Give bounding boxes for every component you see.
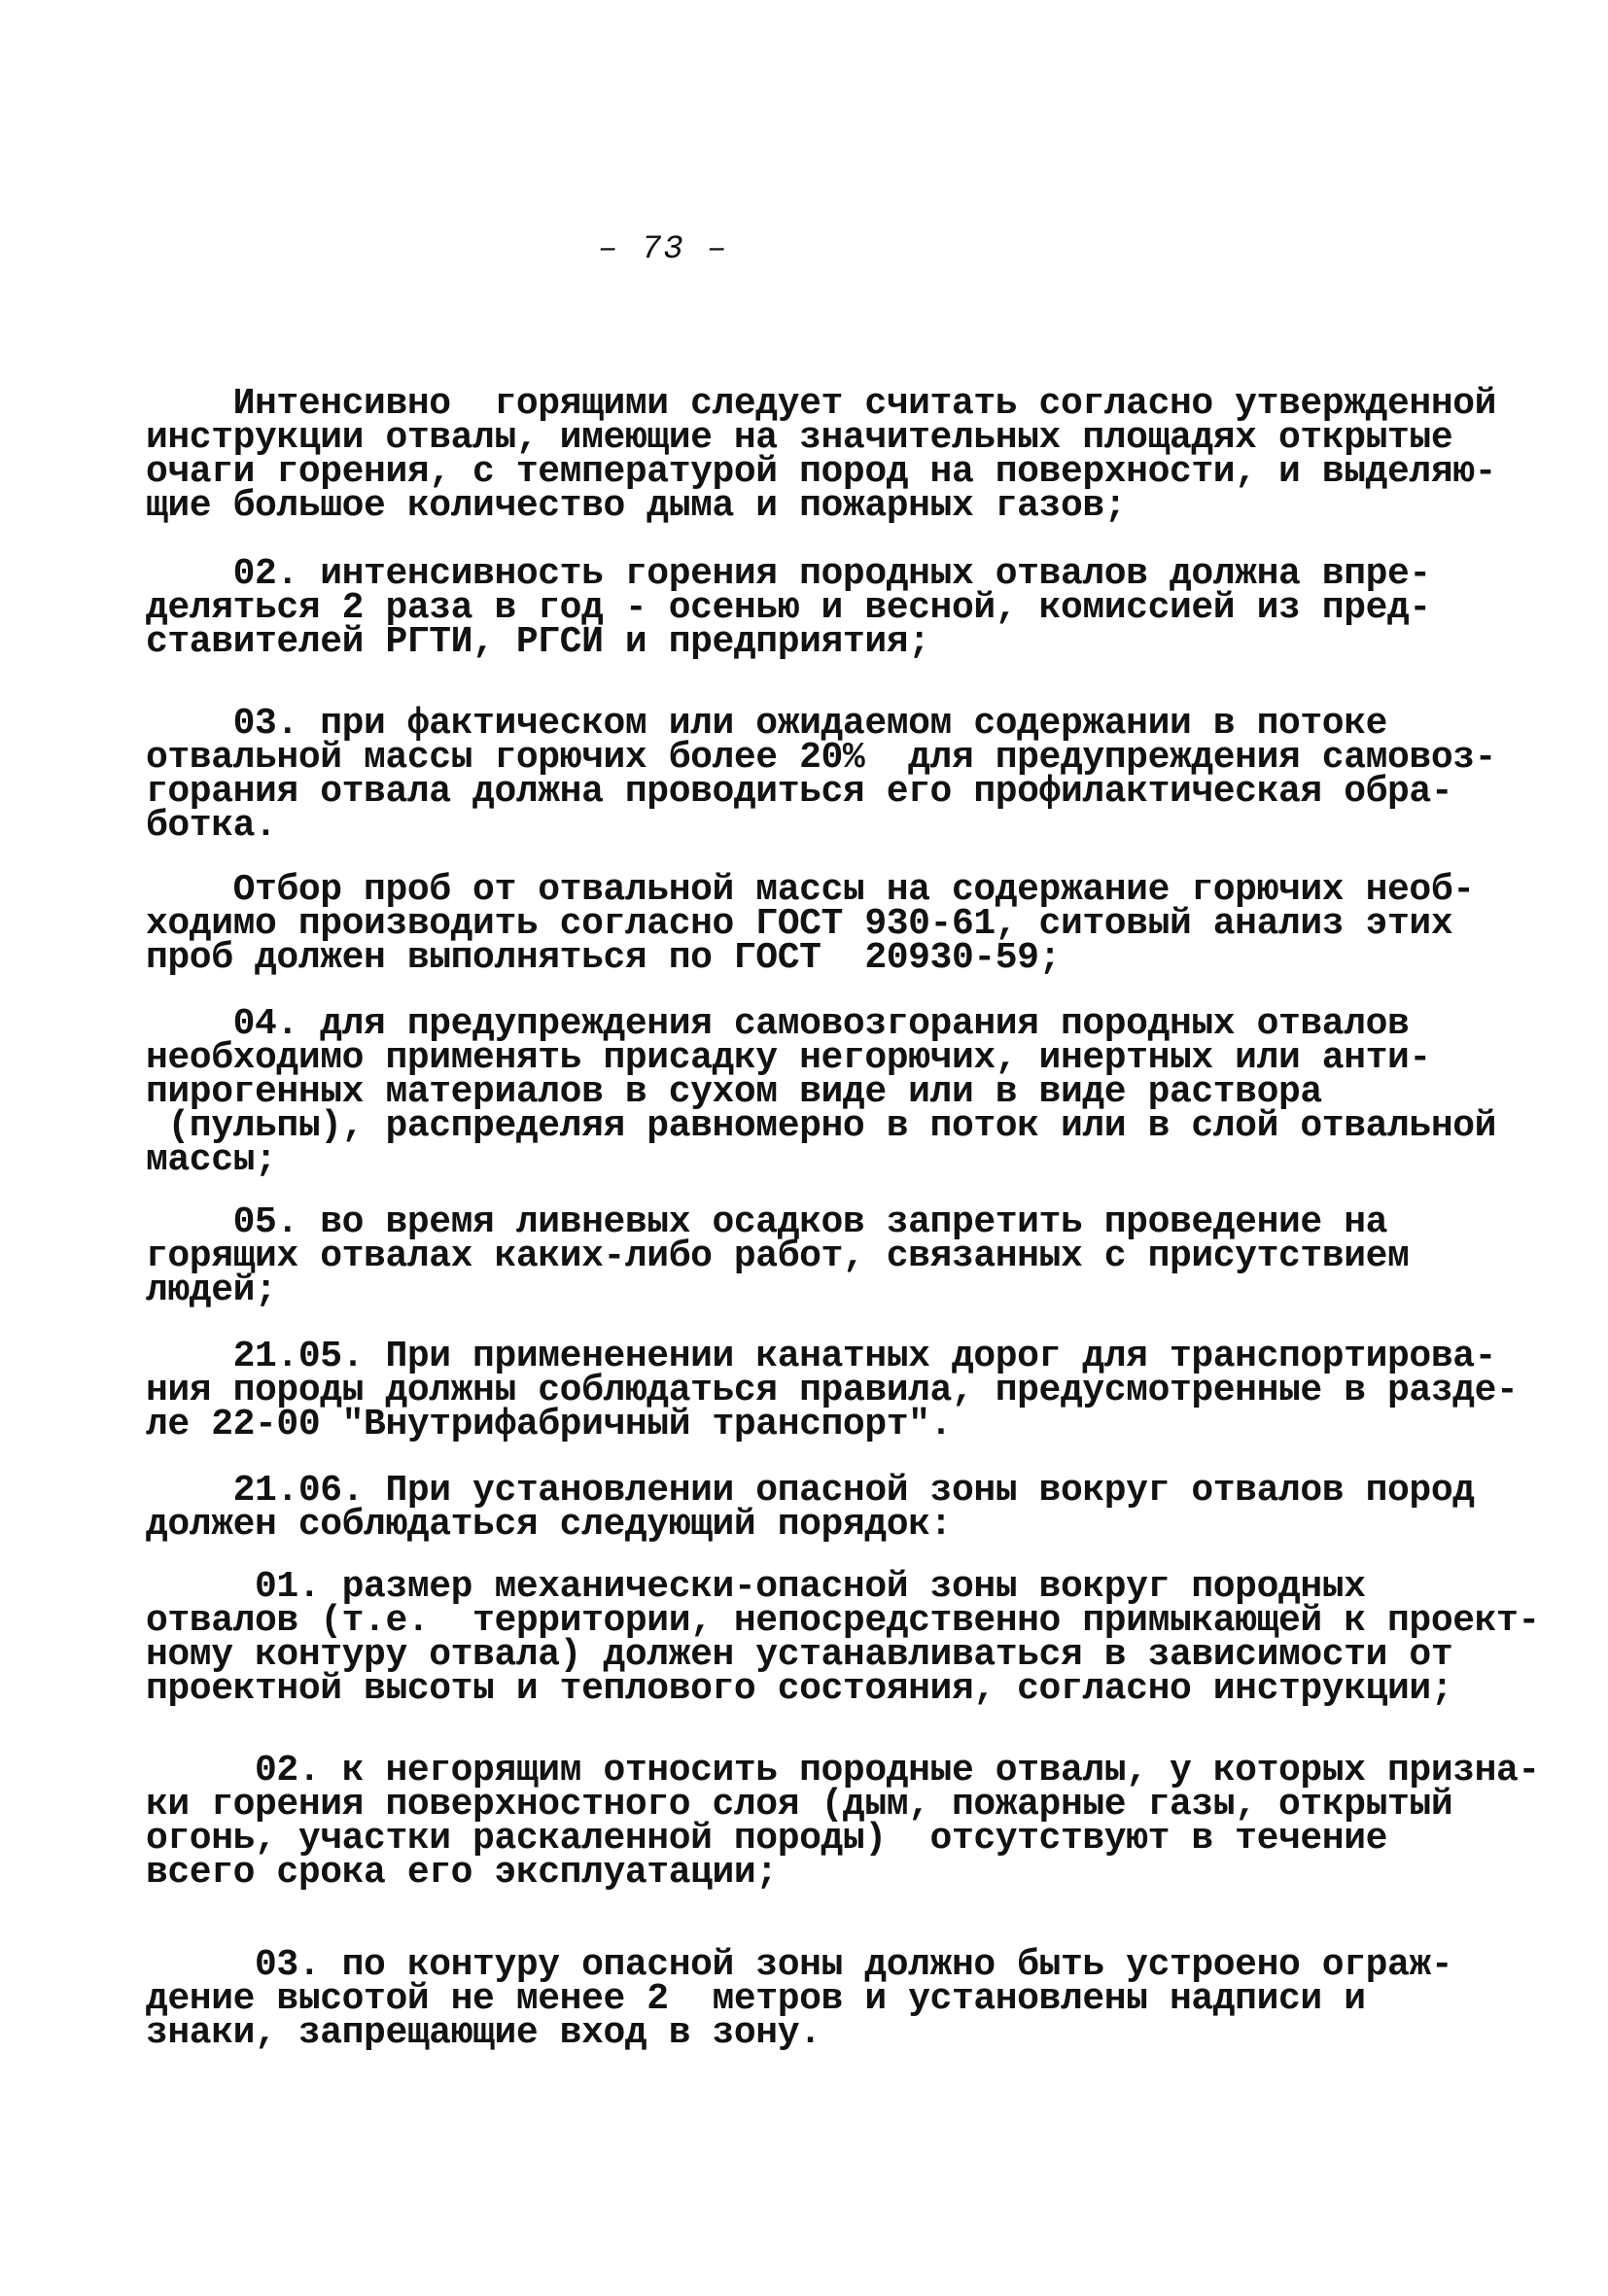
paragraph-02-intensity-assessment: 02. интенсивность горения породных отвалов должна впре- деляться 2 раза в год - осенью и весной, комиссией из пред- ставителей РГТИ, РГСИ и предприятия; — [146, 553, 1431, 663]
paragraph-05-rain-restriction: 05. во время ливневых осадков запретить проведение на горящих отвалах каких-либо работ, связанных с присутствием людей; — [146, 1201, 1410, 1311]
paragraph-intensive-burning-definition: Интенсивно горящими следует считать согласно утвержденной инструкции отвалы, имеющие на значительных площадях открытые очаги горения, с температурой пород на поверхности, и выделяю- щие большое количество дыма и пожарных газов; — [146, 383, 1497, 527]
page-number: – 73 – — [598, 231, 729, 268]
paragraph-03-preventive-treatment: 03. при фактическом или ожидаемом содержании в потоке отвальной массы горючих более 20% для предупреждения самовоз- горания отвала должна проводиться его профилактическая обра- ботка. — [146, 703, 1497, 847]
paragraph-01-zone-size: 01. размер механически-опасной зоны вокруг породных отвалов (т.е. территории, непосредственно примыкающей к проект- ному контуру отвала) должен устанавливаться в зависимости от проектной высоты и теплового состояния, согласно инструкции; — [146, 1566, 1540, 1710]
paragraph-21-06-danger-zone: 21.06. При установлении опасной зоны вокруг отвалов пород должен соблюдаться следующий порядок: — [146, 1470, 1475, 1546]
paragraph-03-fencing-signs: 03. по контуру опасной зоны должно быть устроено ограж- дение высотой не менее 2 метров и установлены надписи и знаки, запрещающие вход в зону. — [146, 1944, 1453, 2054]
paragraph-21-05-cableways: 21.05. При примененении канатных дорог для транспортирова- ния породы должны соблюдаться правила, предусмотренные в разде- ле 22-00 "Внутрифабричный транспорт". — [146, 1336, 1519, 1445]
paragraph-04-additive-application: 04. для предупреждения самовозгорания породных отвалов необходимо применять присадку негорючих, инертных или анти- пирогенных материалов в сухом виде или в виде раствора (пульпы), распределяя равномерно в поток или в слой отвальной массы; — [146, 1003, 1497, 1181]
paragraph-02-non-burning-dumps: 02. к негорящим относить породные отвалы, у которых призна- ки горения поверхностного слоя (дым, пожарные газы, открытый огонь, участки раскаленной породы) отсутствуют в течение всего срока его эксплуатации; — [146, 1750, 1540, 1894]
paragraph-sampling-gost: Отбор проб от отвальной массы на содержание горючих необ- ходимо производить согласно ГОСТ 930-61, ситовый анализ этих проб должен выполняться по ГОСТ 20930-59; — [146, 869, 1475, 979]
